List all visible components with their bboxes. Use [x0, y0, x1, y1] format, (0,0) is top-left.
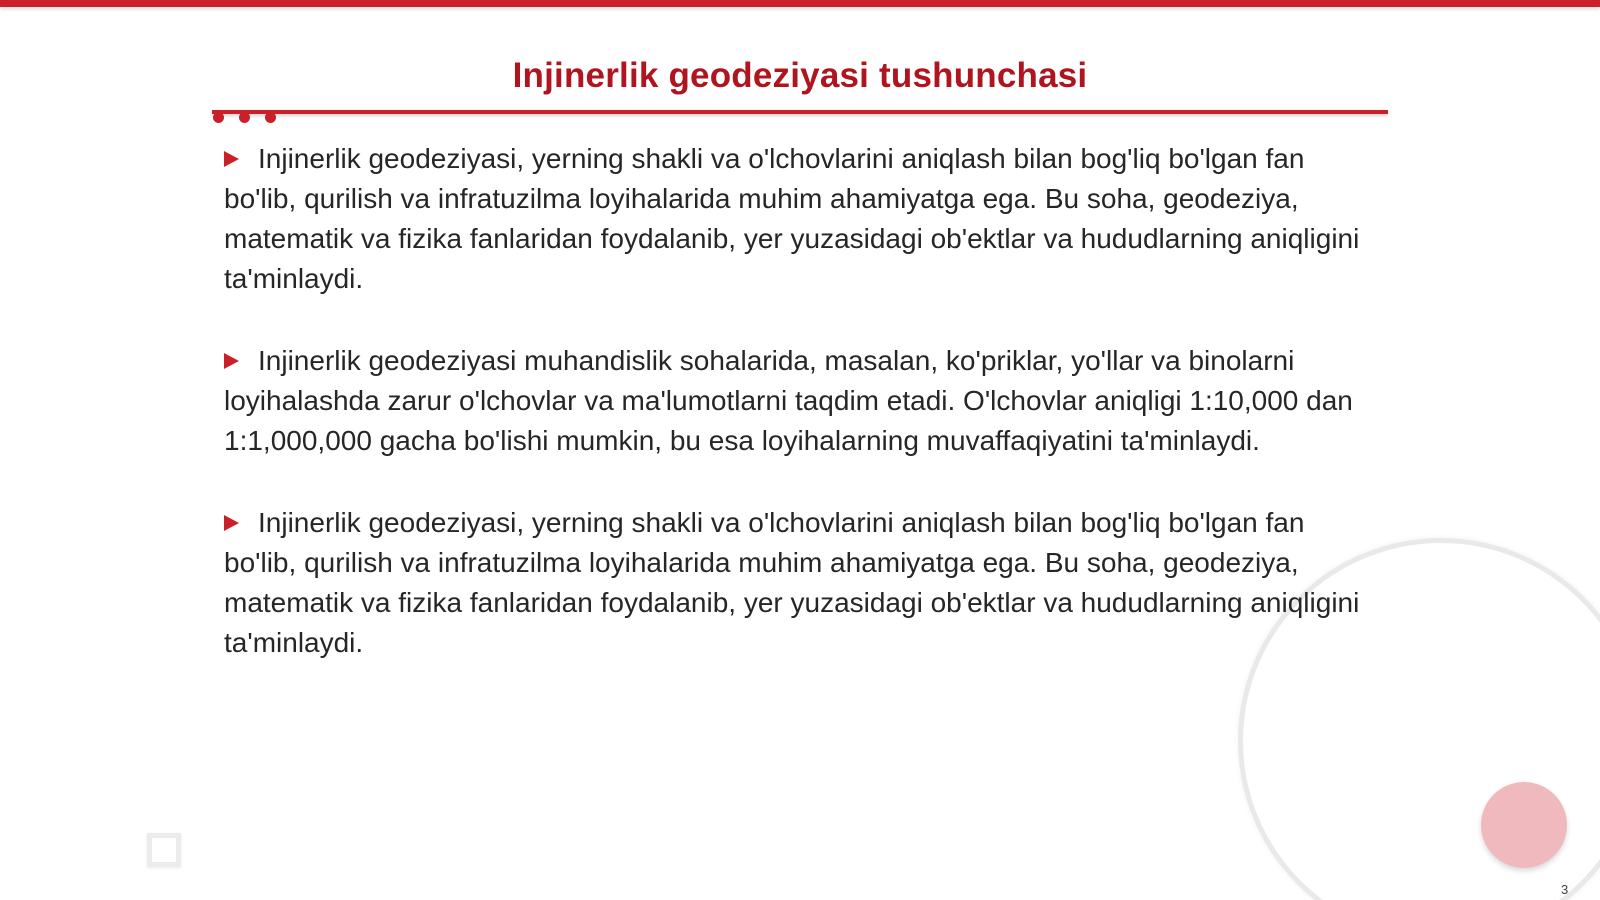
- triangle-bullet-icon: [224, 353, 239, 369]
- bullet-item: [224, 503, 1364, 663]
- decorative-square-outline: [147, 833, 181, 867]
- bullet-item: [224, 341, 1364, 461]
- title-underline: [212, 110, 1388, 114]
- top-accent-bar: [0, 0, 1600, 7]
- bullet-text: Injinerlik geodeziyasi, yerning shakli va o'lchovlarini aniqlash bilan bog'liq bo'lgan fan bo'lib, qurilish va infratuzilma loyihalarida muhim ahamiyatga ega. Bu soha, geodeziya, matematik va fizika fanlaridan foydalanib, yer yuzasidagi ob'ektlar va hududlarning aniqligini ta'minlaydi.: [224, 507, 1360, 658]
- page-number: 3: [1561, 882, 1569, 897]
- bullet-text: Injinerlik geodeziyasi muhandislik sohalarida, masalan, ko'priklar, yo'llar va binolarni loyihalashda zarur o'lchovlar va ma'lumotlarni taqdim etadi. O'lchovlar aniqligi 1:10,000 dan 1:1,000,000 gacha bo'lishi mumkin, bu esa loyihalarning muvaffaqiyatini ta'minlaydi.: [224, 345, 1353, 456]
- slide-title: Injinerlik geodeziyasi tushunchasi: [512, 56, 1088, 95]
- decorative-pink-circle: [1481, 782, 1567, 868]
- bullet-text: Injinerlik geodeziyasi, yerning shakli va o'lchovlarini aniqlash bilan bog'liq bo'lgan fan bo'lib, qurilish va infratuzilma loyihalarida muhim ahamiyatga ega. Bu soha, geodeziya, matematik va fizika fanlaridan foydalanib, yer yuzasidagi ob'ektlar va hududlarning aniqligini ta'minlaydi.: [224, 143, 1360, 294]
- underline-dot: [265, 112, 276, 123]
- underline-dot: [213, 112, 224, 123]
- bullet-list: [224, 139, 1364, 705]
- triangle-bullet-icon: [224, 515, 239, 531]
- bullet-item: [224, 139, 1364, 299]
- triangle-bullet-icon: [224, 151, 239, 167]
- underline-dot: [239, 112, 250, 123]
